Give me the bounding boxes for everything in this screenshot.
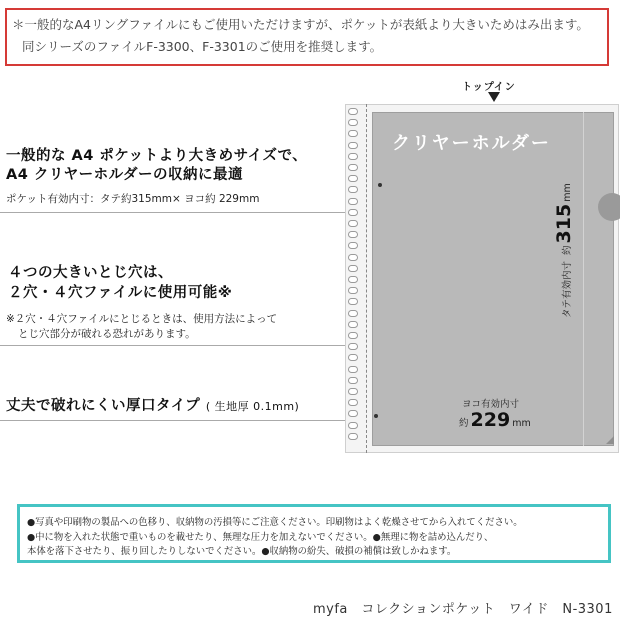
binding-hole-strip [348,108,360,448]
feature-thickness-text: 丈夫で破れにくい厚口タイプ [6,398,201,414]
clear-holder-label: クリヤーホルダー [392,133,551,154]
binding-hole [348,209,358,216]
divider [0,212,345,213]
width-label: ヨコ有効内寸 [462,399,520,410]
holder-fold-line [583,112,584,446]
caution-line-1: ●写真や印刷物の製品への色移り、収納物の汚損等にご注意ください。印刷物はよく乾燥させてから入れてください。 [27,517,523,528]
width-value: 229 [470,409,511,431]
pocket-hole-dot [378,183,382,187]
binding-hole [348,298,358,305]
holder-corner-icon [606,436,614,444]
warning-line-2: 同シリーズのファイルF-3300、F-3301のご使用を推奨します。 [22,39,383,54]
binding-hole [348,231,358,238]
binding-hole [348,142,358,149]
height-value: 315 [553,203,575,244]
feature-thickness-heading [6,394,299,415]
binding-hole [348,198,358,205]
height-approx-prefix: 約 [562,245,573,255]
binding-hole [348,343,358,350]
width-dimension [459,409,531,431]
binding-hole [348,433,358,440]
binding-hole [348,130,358,137]
binding-hole [348,332,358,339]
holes-note-line-1: ※２穴・４穴ファイルにとじるときは、使用方法によって [6,313,278,325]
holes-note-line-2: とじ穴部分が破れる恐れがあります。 [18,328,196,340]
binding-hole [348,276,358,283]
perforation-line [366,104,367,453]
binding-hole [348,377,358,384]
holder-thumb-notch [598,193,620,221]
binding-hole [348,175,358,182]
caution-line-2: ●中に物を入れた状態で重いものを載せたり、無理な圧力を加えないでください。●無理に物を詰め込んだり、 [27,532,494,543]
warning-line-1: ＊一般的なA4リングファイルにもご使用いただけますが、ポケットが表紙より大きいためはみ出ます。 [12,17,589,32]
divider [0,345,345,346]
width-unit: mm [512,418,531,429]
binding-hole [348,399,358,406]
binding-hole [348,422,358,429]
binding-hole [348,354,358,361]
pocket-hole-dot [374,414,378,418]
binding-hole [348,287,358,294]
feature-holes-heading-line-1: ４つの大きいとじ穴は、 [8,265,173,281]
binding-hole [348,164,358,171]
binding-hole [348,310,358,317]
top-in-arrow-icon [488,92,500,102]
binding-hole [348,410,358,417]
binding-hole [348,153,358,160]
binding-hole [348,366,358,373]
feature-size-heading-line-1: 一般的な A4 ポケットより大きめサイズで、 [6,148,308,164]
divider [0,420,345,421]
height-dimension [553,183,575,318]
product-name: myfa コレクションポケット ワイド N-3301 [313,602,613,617]
binding-hole [348,254,358,261]
feature-holes-heading-line-2: ２穴・４穴ファイルに使用可能※ [8,285,233,301]
binding-hole [348,108,358,115]
height-unit: mm [562,183,573,202]
material-thickness-note: ( 生地厚 0.1mm) [205,400,300,413]
binding-hole [348,321,358,328]
binding-hole [348,265,358,272]
height-label: タテ有効内寸 [562,260,573,318]
top-in-label: トップイン [462,82,516,93]
width-approx-prefix: 約 [459,418,469,429]
binding-hole [348,220,358,227]
binding-hole [348,186,358,193]
binding-hole [348,242,358,249]
binding-hole [348,388,358,395]
caution-line-3: 本体を落下させたり、振り回したりしないでください。●収納物の紛失、破損の補償は致しかねます。 [27,546,457,557]
pocket-inner-size-spec: ポケット有効内寸：タテ約315mm× ヨコ約 229mm [6,193,260,205]
binding-hole [348,119,358,126]
feature-size-heading-line-2: A4 クリヤーホルダーの収納に最適 [6,167,243,183]
